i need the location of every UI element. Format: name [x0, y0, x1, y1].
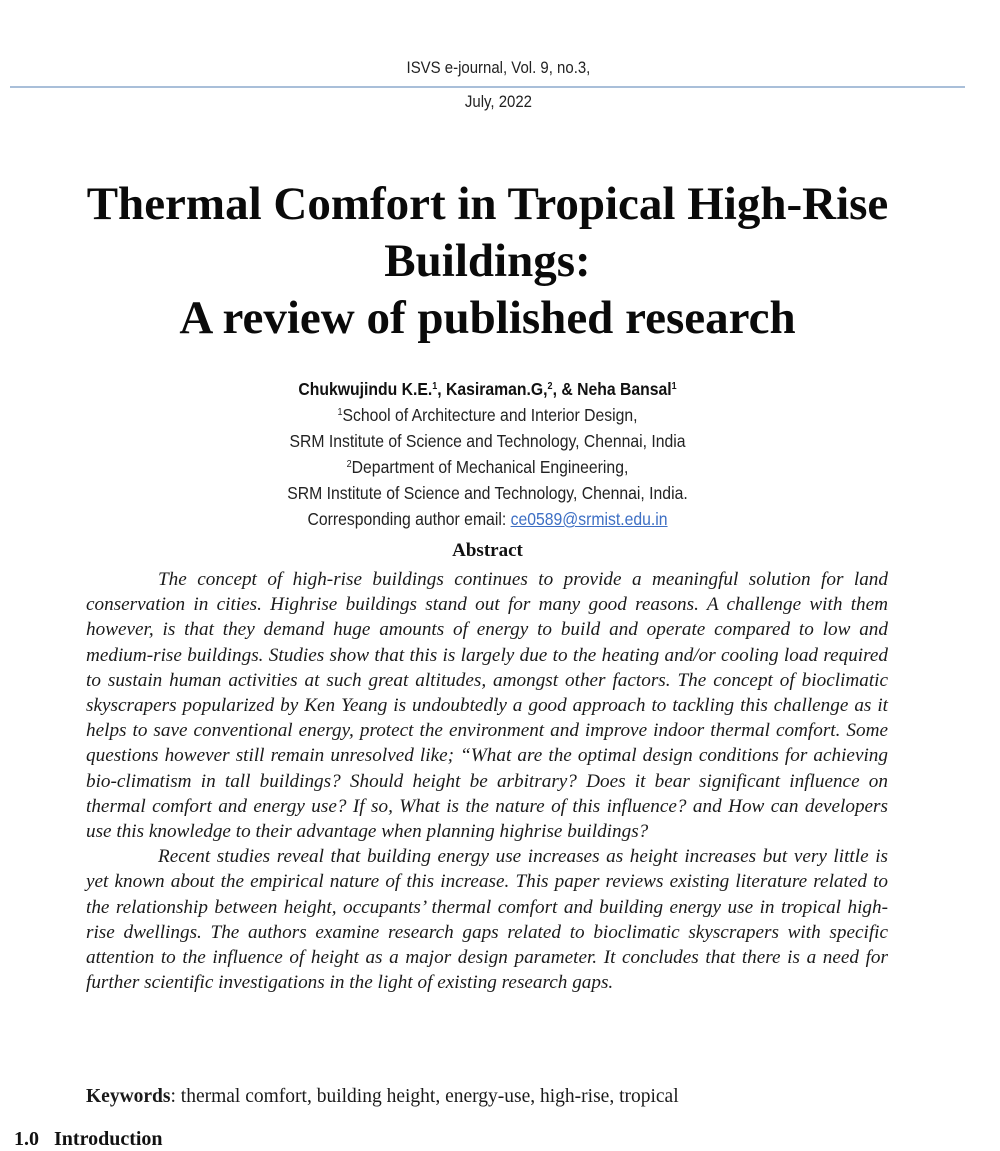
- corresponding-email-line: [49, 506, 927, 532]
- affiliation-1-dept: [49, 402, 927, 428]
- abstract-body: [86, 567, 888, 995]
- abstract-paragraph-2: Recent studies reveal that building energy use increases as height increases but very little is yet known about the empirical nature of this increase. This paper reviews existing literature related to the relationship between height, occupants’ thermal comfort and building energy use in tropical high-rise dwellings. The authors examine research gaps related to bioclimatic skyscrapers with specific attention to the influence of height as a major design parameter. It concludes that there is a need for further scientific investigations in the light of existing research gaps.: [86, 846, 888, 994]
- section-number: 1.0: [14, 1128, 39, 1150]
- title-line-1: Thermal Comfort in Tropical High-Rise: [86, 178, 889, 230]
- affil-2-dept-text: Department of Mechanical Engineering,: [351, 457, 629, 477]
- affiliation-2-inst: SRM Institute of Science and Technology, Chennai, India.: [287, 483, 688, 503]
- email-link[interactable]: ce0589@srmist.edu.in: [510, 509, 668, 529]
- paper-title: [0, 176, 975, 347]
- author-block: [0, 376, 975, 532]
- affil-1-dept-text: School of Architecture and Interior Design,: [342, 405, 638, 425]
- affil-1-mark: 1: [337, 407, 343, 418]
- keywords-label: Keywords: [86, 1086, 171, 1107]
- affiliation-1-inst: SRM Institute of Science and Technology, Chennai, India: [289, 431, 686, 451]
- abstract-paragraph-1: The concept of high-rise buildings continues to provide a meaningful solution for land conservation in cities. Highrise buildings stand out for many good reasons. A challenge with them however, is that they demand huge amounts of energy to build and operate compared to low and medium-rise buildings. Studies show that this is largely due to the heating and/or cooling load required to sustain human activities at such great altitudes, amongst other factors. The concept of bioclimatic skyscrapers popularized by Ken Yeang is undoubtedly a good approach to tackling this challenge as it helps to save conventional energy, protect the environment and improve indoor thermal comfort. Some questions however still remain unresolved like; “What are the optimal design conditions for achieving bio-climatism in tall buildings? Should height be arbitrary? Does it bear significant influence on thermal comfort and energy use? If so, What is the nature of this influence? and How can developers use this knowledge to their advantage when planning highrise buildings?: [86, 569, 888, 843]
- section-heading-introduction: [14, 1128, 163, 1151]
- abstract-heading: Abstract: [452, 540, 523, 561]
- affil-2-mark: 2: [346, 459, 352, 470]
- keywords-line: [86, 1086, 888, 1108]
- author-1-affil-mark: 1: [432, 381, 438, 392]
- author-names: [49, 376, 927, 402]
- affiliation-2-dept: [49, 454, 927, 480]
- author-separator: , &: [552, 379, 578, 399]
- author-3: Neha Bansal: [577, 379, 672, 399]
- author-3-affil-mark: 1: [671, 381, 677, 392]
- author-separator: ,: [437, 379, 447, 399]
- author-2-affil-mark: 2: [547, 381, 553, 392]
- author-2: Kasiraman.G,: [446, 379, 548, 399]
- journal-date: July, 2022: [464, 92, 532, 111]
- title-line-2: Buildings:: [384, 235, 591, 287]
- email-label: Corresponding author email:: [307, 509, 511, 529]
- keywords-values: : thermal comfort, building height, energy-use, high-rise, tropical: [170, 1086, 679, 1107]
- title-line-3: A review of published research: [179, 292, 796, 344]
- journal-header: ISVS e-journal, Vol. 9, no.3,: [406, 58, 591, 77]
- header-divider: [10, 86, 965, 88]
- author-1: Chukwujindu K.E.: [298, 379, 433, 399]
- section-title: Introduction: [54, 1128, 163, 1150]
